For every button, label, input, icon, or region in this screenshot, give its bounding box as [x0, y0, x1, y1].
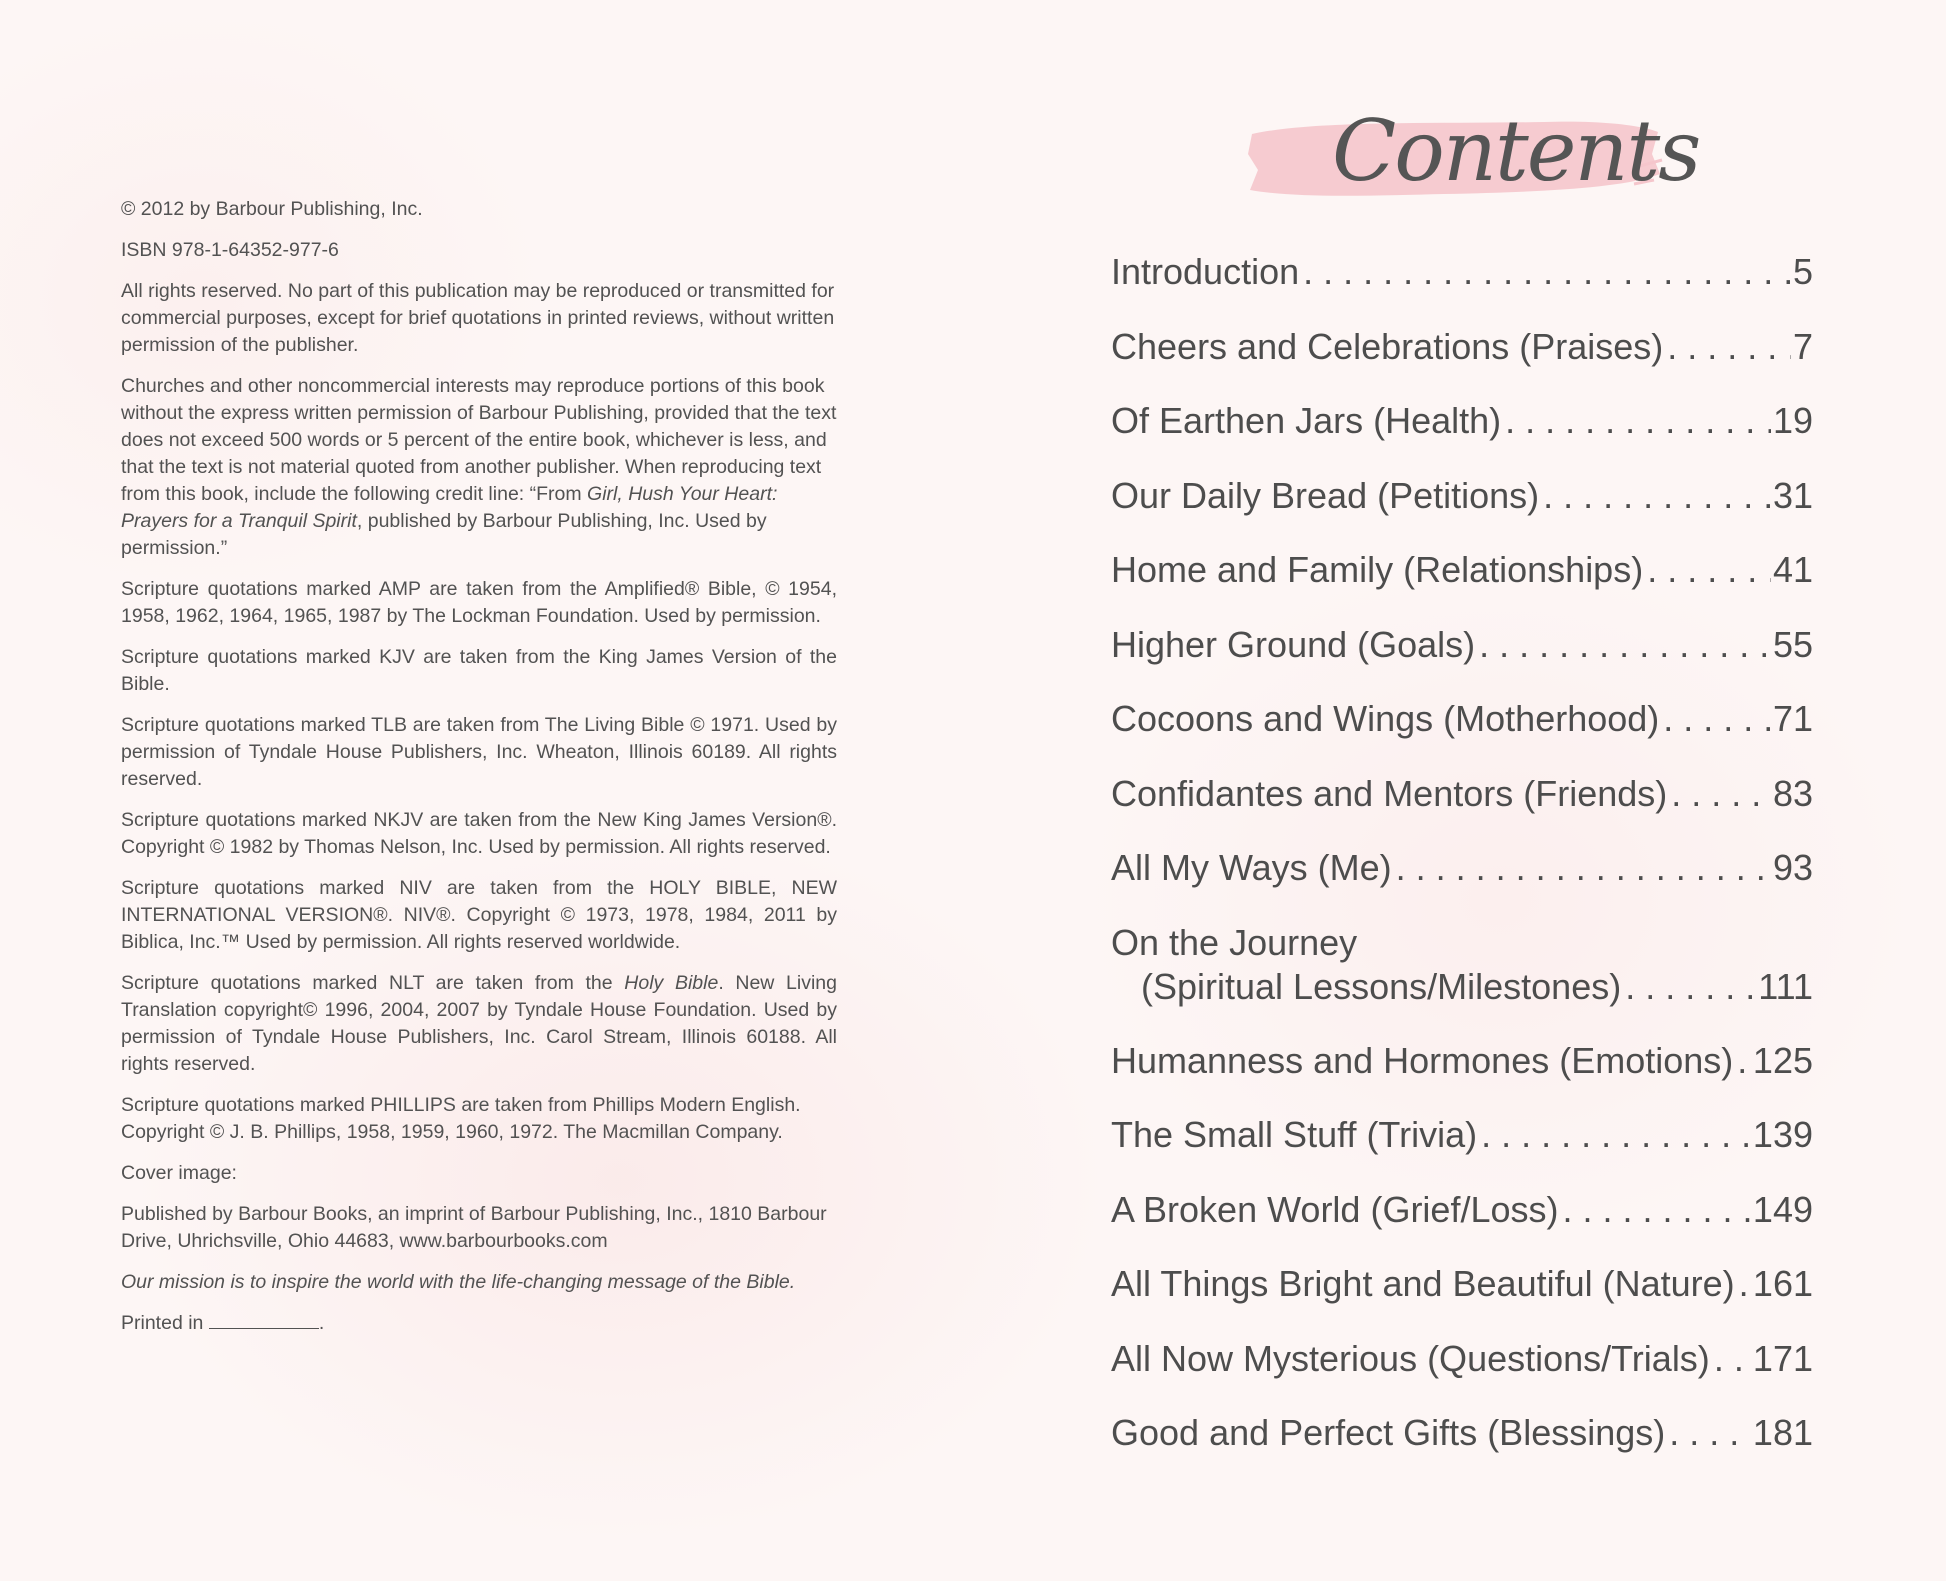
printed-in-label: Printed in	[121, 1312, 204, 1334]
printed-in-blank	[209, 1310, 319, 1329]
toc-leader-dots	[1669, 1411, 1751, 1455]
toc-entry-label: Confidantes and Mentors (Friends)	[1111, 772, 1668, 814]
nlt-title: Holy Bible	[624, 972, 719, 994]
toc-entry	[1111, 1188, 1813, 1263]
mission-text: Our mission is to inspire the world with the life-changing message of the Bible.	[121, 1271, 796, 1293]
toc-entry-label: A Broken World (Grief/Loss)	[1111, 1188, 1559, 1230]
toc-entry	[1111, 846, 1813, 921]
toc-entry-label-line2	[1111, 965, 1813, 1009]
toc-page-number: 55	[1772, 623, 1813, 665]
toc-entry	[1111, 399, 1813, 474]
toc-entry	[1111, 623, 1813, 698]
toc-entry-label: All Now Mysterious (Questions/Trials)	[1111, 1337, 1710, 1379]
copyright-page	[121, 196, 837, 1351]
nlt-text-pre: Scripture quotations marked NLT are taken from the	[121, 972, 625, 994]
toc-entry	[1111, 250, 1813, 325]
nlt-paragraph	[121, 970, 837, 1078]
toc-leader-dots	[1663, 697, 1771, 741]
toc-leader-dots	[1671, 772, 1771, 816]
phillips-paragraph: Scripture quotations marked PHILLIPS are taken from Phillips Modern English. Copyright © J. B. Phillips, 1958, 1959, 1960, 1972. The Macmillan Company.	[121, 1094, 801, 1143]
toc-entry	[1111, 1039, 1813, 1114]
toc-leader-dots	[1647, 548, 1771, 592]
toc-leader-dots	[1625, 965, 1756, 1009]
toc-page-number: 139	[1752, 1114, 1813, 1155]
toc-page-number: 181	[1752, 1412, 1813, 1453]
toc-leader-dots	[1563, 1188, 1751, 1232]
toc-leader-dots	[1714, 1337, 1751, 1381]
toc-entry-label: Humanness and Hormones (Emotions)	[1111, 1039, 1734, 1081]
printed-in-end: .	[318, 1312, 325, 1334]
book-title: Girl, Hush Your Heart: Prayers for a Tranquil Spirit	[121, 483, 778, 532]
toc-page-number: 71	[1772, 698, 1813, 739]
toc-page-number: 93	[1772, 847, 1813, 888]
toc-page-number: 161	[1752, 1263, 1813, 1304]
cover-image-credit: Cover image:	[121, 1162, 237, 1184]
toc-page-number: 31	[1772, 474, 1813, 516]
churches-text-pre: Churches and other noncommercial interests may reproduce portions of this book without the express written permission of Barbour Publishing, provided that the text does not exceed 500 words or 5 percent of the entire book, whichever is less, and that the text is not material quoted from another publisher. When reproducing text from this book, include the following credit line: “From	[121, 375, 837, 505]
amp-paragraph: Scripture quotations marked AMP are taken from the Amplified® Bible, © 1954, 1958, 1962, 1964, 1965, 1987 by The Lockman Foundation. Used by permission.	[121, 578, 837, 627]
printed-in	[121, 1310, 837, 1337]
toc-leader-dots	[1303, 250, 1791, 294]
contents-heading	[1244, 96, 1700, 236]
churches-text-post: , published by Barbour Publishing, Inc. Used by permission.”	[121, 510, 767, 559]
toc-entry-label: Good and Perfect Gifts (Blessings)	[1111, 1412, 1666, 1453]
toc-page-number: 19	[1772, 400, 1813, 441]
toc-page-number: 125	[1752, 1039, 1813, 1081]
toc-page-number: 41	[1772, 549, 1813, 590]
toc-entry	[1111, 1262, 1813, 1337]
toc-entry-label: All Things Bright and Beautiful (Nature)	[1111, 1263, 1735, 1304]
toc-entry	[1111, 548, 1813, 623]
toc-entry-label: Cocoons and Wings (Motherhood)	[1111, 698, 1660, 739]
toc-leader-dots	[1739, 1262, 1751, 1306]
churches-paragraph	[121, 373, 837, 562]
toc-page-number: 111	[1758, 965, 1813, 1007]
toc-page-number: 7	[1792, 325, 1813, 367]
toc-entry-label: All My Ways (Me)	[1111, 847, 1392, 888]
niv-paragraph: Scripture quotations marked NIV are taken from the HOLY BIBLE, NEW INTERNATIONAL VERSION®. NIV®. Copyright © 1973, 1978, 1984, 2011 by Biblica, Inc.™ Used by permission. All rights reserved worldwide.	[121, 877, 837, 953]
toc-leader-dots	[1505, 399, 1771, 443]
toc-leader-dots	[1737, 1039, 1751, 1083]
toc-entry	[1111, 1411, 1813, 1486]
tlb-paragraph: Scripture quotations marked TLB are taken from The Living Bible © 1971. Used by permission of Tyndale House Publishers, Inc. Wheaton, Illinois 60189. All rights reserved.	[121, 714, 837, 790]
toc-entry-label: Introduction	[1111, 251, 1300, 292]
toc-leader-dots	[1396, 846, 1771, 890]
toc-page-number: 83	[1772, 772, 1813, 814]
toc-leader-dots	[1481, 1113, 1751, 1157]
toc-entry	[1111, 325, 1813, 400]
toc-leader-dots	[1667, 325, 1791, 369]
toc-page-number: 149	[1752, 1188, 1813, 1230]
publisher-info: Published by Barbour Books, an imprint of Barbour Publishing, Inc., 1810 Barbour Drive, Uhrichsville, Ohio 44683, www.barbourbooks.com	[121, 1203, 827, 1252]
kjv-paragraph: Scripture quotations marked KJV are taken from the King James Version of the Bible.	[121, 646, 837, 695]
isbn: ISBN 978-1-64352-977-6	[121, 239, 339, 261]
toc-leader-dots	[1479, 623, 1771, 667]
toc-entry	[1111, 772, 1813, 847]
toc-entry-label: Of Earthen Jars (Health)	[1111, 400, 1502, 441]
table-of-contents	[1111, 250, 1813, 1486]
toc-entry	[1111, 1337, 1813, 1412]
toc-entry	[1111, 1113, 1813, 1188]
toc-entry-label: The Small Stuff (Trivia)	[1111, 1114, 1478, 1155]
toc-page-number: 5	[1792, 251, 1813, 292]
toc-entry	[1111, 474, 1813, 549]
toc-leader-dots	[1543, 474, 1771, 518]
mission-statement	[121, 1269, 837, 1296]
toc-entry-label: Cheers and Celebrations (Praises)	[1111, 325, 1664, 367]
toc-entry-label: Home and Family (Relationships)	[1111, 549, 1644, 590]
toc-entry-sublabel: (Spiritual Lessons/Milestones)	[1141, 965, 1622, 1007]
nlt-text-post: . New Living Translation copyright© 1996, 2004, 2007 by Tyndale House Foundation. Used by permission of Tyndale House Publishers, Inc. Carol Stream, Illinois 60188. All rights reserved.	[121, 972, 837, 1075]
rights-paragraph: All rights reserved. No part of this publication may be reproduced or transmitted for commercial purposes, except for brief quotations in printed reviews, without written permission of the publisher.	[121, 280, 835, 356]
toc-entry	[1111, 921, 1813, 1039]
nkjv-paragraph: Scripture quotations marked NKJV are taken from the New King James Version®. Copyright © 1982 by Thomas Nelson, Inc. Used by permission. All rights reserved.	[121, 809, 837, 858]
copyright-line: © 2012 by Barbour Publishing, Inc.	[121, 198, 423, 220]
toc-entry	[1111, 697, 1813, 772]
toc-entry-label: On the Journey	[1111, 921, 1358, 963]
toc-entry-label: Higher Ground (Goals)	[1111, 623, 1476, 665]
contents-title: Contents	[1332, 102, 1700, 200]
toc-entry-label: Our Daily Bread (Petitions)	[1111, 474, 1540, 516]
toc-page-number: 171	[1752, 1337, 1813, 1379]
